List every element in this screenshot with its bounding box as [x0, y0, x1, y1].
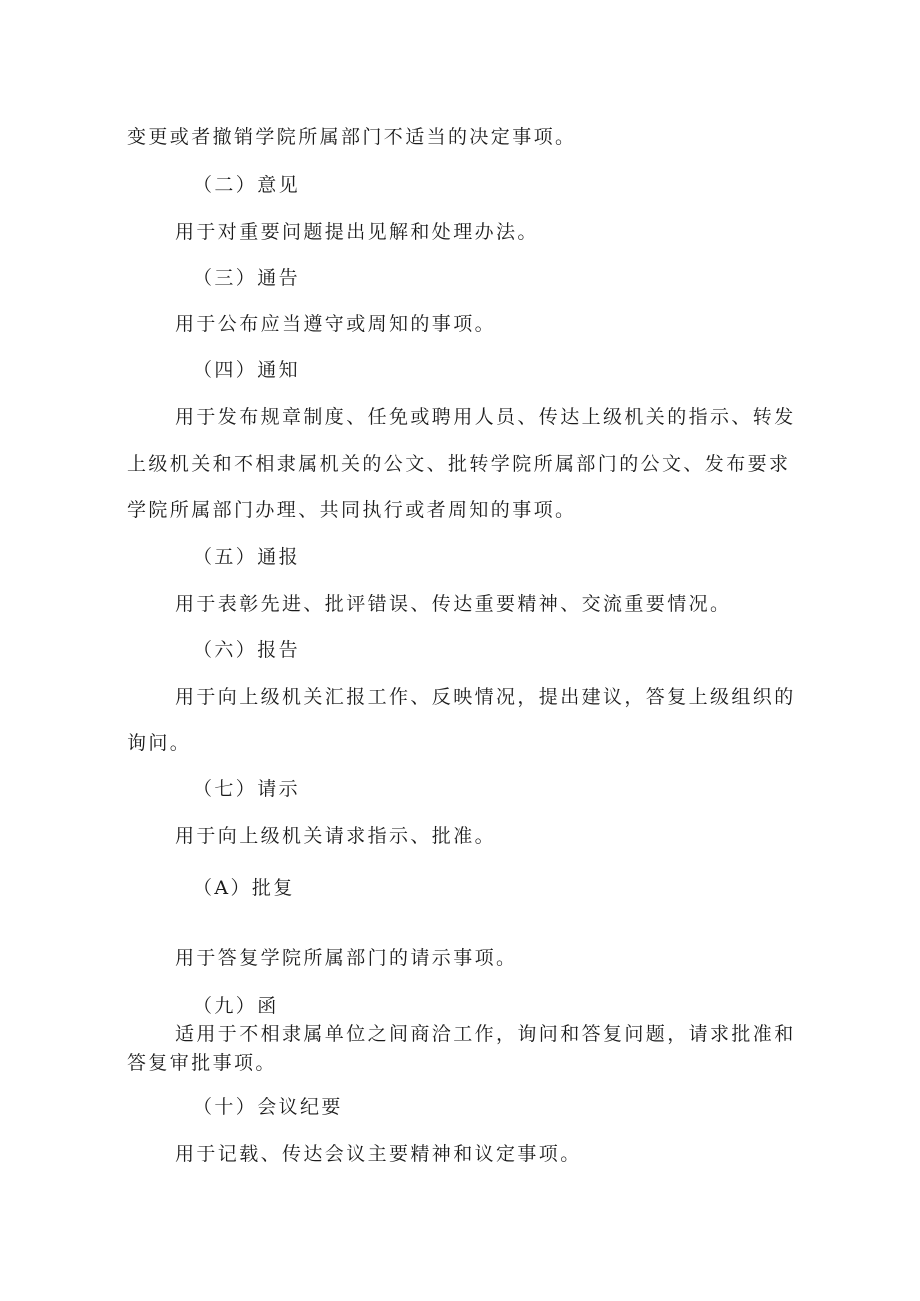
section-heading-tongzhi: （四）通知	[193, 359, 301, 381]
paragraph-line: 学院所属部门办理、共同执行或者周知的事项。	[127, 499, 577, 521]
paragraph-line: 用于对重要问题提出见解和处理办法。	[175, 221, 539, 243]
section-heading-qingshi: （七）请示	[193, 778, 301, 800]
section-heading-tongbao: （五）通报	[193, 546, 301, 568]
paragraph-line: 答复审批事项。	[127, 1052, 277, 1074]
paragraph-line: 用于记载、传达会议主要精神和议定事项。	[175, 1143, 582, 1165]
paragraph-line: 用于发布规章制度、任免或聘用人员、传达上级机关的指示、转发	[175, 406, 796, 428]
paragraph-line: 用于表彰先进、批评错误、传达重要精神、交流重要情况。	[175, 593, 732, 615]
paragraph-line: 用于向上级机关请求指示、批准。	[175, 825, 497, 847]
paragraph-line: 用于答复学院所属部门的请示事项。	[175, 947, 518, 969]
paragraph-line: 上级机关和不相隶属机关的公文、批转学院所属部门的公文、发布要求	[127, 453, 791, 475]
section-heading-baogao: （六）报告	[193, 639, 301, 661]
paragraph-line: 用于向上级机关汇报工作、反映情况，提出建议，答复上级组织的	[175, 686, 796, 708]
paragraph-line: 适用于不相隶属单位之间商洽工作，询问和答复问题，请求批准和	[175, 1023, 796, 1045]
paragraph-line: 询问。	[127, 732, 192, 754]
paragraph-line: 变更或者撤销学院所属部门不适当的决定事项。	[127, 126, 577, 148]
section-heading-pifu: （A）批复	[193, 877, 295, 899]
section-heading-tonggao: （三）通告	[193, 267, 301, 289]
section-heading-huiyi-jiyao: （十）会议纪要	[193, 1096, 343, 1118]
paragraph-line: 用于公布应当遵守或周知的事项。	[175, 313, 497, 335]
section-heading-yijian: （二）意见	[193, 174, 301, 196]
section-heading-han: （九）函	[193, 995, 279, 1017]
